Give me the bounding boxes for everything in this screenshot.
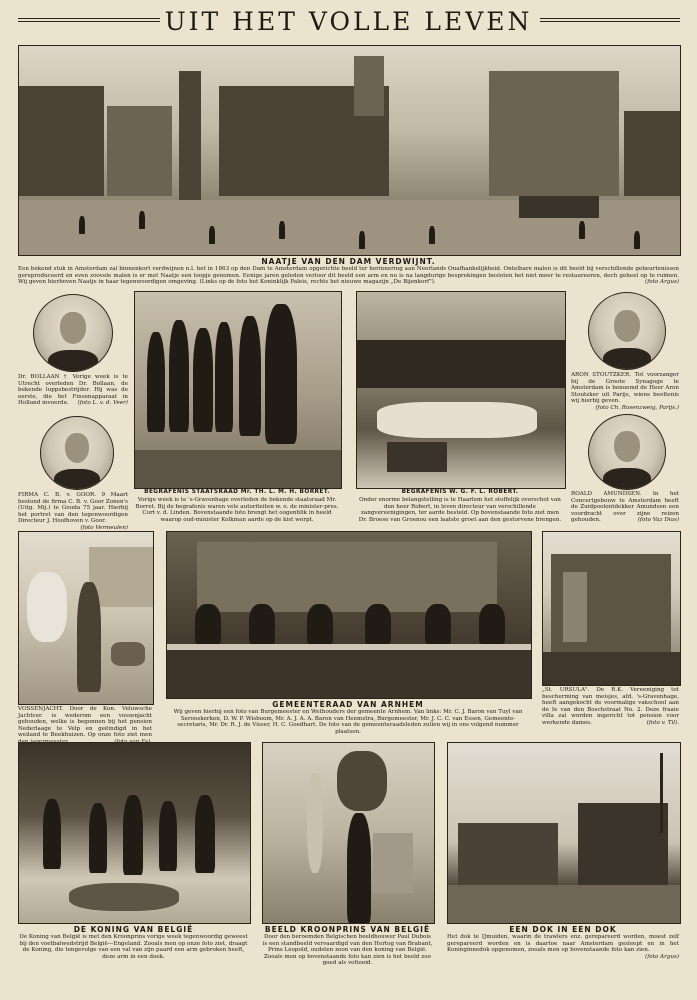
amundsen-caption bbox=[571, 491, 679, 524]
dok-caption bbox=[447, 934, 679, 960]
bollaan-caption bbox=[18, 374, 128, 407]
ursula-photo bbox=[542, 531, 681, 686]
dam-photo bbox=[18, 45, 681, 256]
gemeenteraad-caption: Wij geven hierbij een foto van Burgemeester en Wethouders der gemeente Arnhem. Van links: Mr. C. J. Baron van Tuyl van Serooskerken, D. W. P. Wisboom, Mr. A. J. A. A. Baron van Heemstra, Burgemeester, Mr. J. C. C. van Essen, Gemeente-secretaris, Mr. Dr. R. J. de Visser, H. C. Goedhart. De foto van de gemeenteraadsleden zullen wij in ons volgend nummer plaatsen. bbox=[173, 709, 523, 735]
goor-caption bbox=[18, 492, 128, 532]
stoutzker-caption bbox=[571, 372, 679, 412]
koning-headline: DE KONING VAN BELGIË bbox=[73, 925, 194, 934]
robert-headline: BEGRAFENIS W. G. F. L. ROBERT. bbox=[401, 489, 519, 495]
dam-caption bbox=[18, 266, 679, 286]
bollaan-portrait bbox=[33, 294, 113, 372]
robert-photo bbox=[356, 291, 566, 489]
vossenjacht-caption bbox=[18, 706, 152, 746]
goor-portrait bbox=[40, 416, 114, 490]
borret-photo bbox=[134, 291, 342, 489]
gemeenteraad-headline: GEMEENTERAAD VAN ARNHEM bbox=[272, 700, 424, 709]
kroonprins-caption: Door den beroemden Belgischen beeldhouwer Paul Dubois is een standbeeld vervaardigd van den Hertog van Brabant, Prins Leopold, oudsten zoon van den koning van België. Zooals men op bovenstaande foto kan zien is het beeld zoo goed als voltooid. bbox=[262, 934, 433, 967]
dok-caption-text: Het dok te IJmuiden, waarin de trawlers enz. gerepareerd worden, moest zelf gerepareerd worden en is daartoe naar Amsterdam gesleept en in het Koninginnedok opgenomen, zooals men op bovenstaande foto kan zien. bbox=[447, 934, 679, 954]
goor-credit: (foto Vermeulen) bbox=[80, 524, 128, 531]
koning-photo bbox=[18, 742, 251, 924]
dam-headline: NAATJE VAN DEN DAM VERDWIJNT. bbox=[261, 257, 436, 266]
gemeenteraad-photo bbox=[166, 531, 532, 699]
kroonprins-headline: BEELD KROONPRINS VAN BELGIË bbox=[264, 925, 431, 934]
amundsen-portrait bbox=[588, 414, 666, 490]
kroonprins-photo bbox=[262, 742, 435, 924]
dok-photo bbox=[447, 742, 681, 924]
dok-credit: (foto Argus) bbox=[645, 953, 679, 960]
amundsen-credit: (foto Vaz Dias) bbox=[637, 517, 679, 524]
koning-caption: De Koning van België is met den Kroonprins vorige week tegenwoordig geweest bij den voetbalwedstrijd België—Engeland. Zooals men op onze foto ziet, draagt de Koning, die tengevolge van een val van zijn paard een arm gebroken heeft, deze arm in een doek. bbox=[19, 934, 248, 960]
dam-credit: (foto Argus) bbox=[645, 279, 679, 286]
masthead-title: UIT HET VOLLE LEVEN bbox=[164, 7, 533, 36]
stoutzker-credit: (foto Ch. Rosenzweig, Parijs.) bbox=[595, 404, 679, 411]
borret-caption: Vorige week is te 's-Gravenhage overleden de bekende staatsraad Mr. Borret. Bij de begrafenis waren vele autoriteiten w. o. de minister-pres. Cort v. d. Linden. Bovenstaande foto brengt het oogenblik in beeld waarop oud-minister Kolkman aarde op de kist werpt. bbox=[135, 497, 339, 523]
amundsen-caption-text: ROALD AMUNDSEN. In het Concertgebouw te Amsterdam heeft de Zuidpoolontdekker Amundsen een voordracht over zijne reizen gehouden. bbox=[571, 491, 679, 524]
ursula-caption bbox=[542, 687, 679, 727]
vossenjacht-photo bbox=[18, 531, 154, 705]
ursula-credit: (foto v. Til). bbox=[646, 719, 679, 726]
stoutzker-caption-text: ARON STOUTZKER. Tot voorzanger bij de Groote Synagoge te Amsterdam is benoemd de Heer Aron Stoutzker uit Parijs, wiens beeltenis wij hierbij geven. bbox=[571, 372, 679, 405]
borret-headline: BEGRAFENIS STAATSRAAD Mr. TH. L. M. H. BORRET. bbox=[144, 489, 330, 495]
ursula-caption-text: „St. URSULA". De R.K. Vereeniging tot bescherming van meisjes, afd. 's-Gravenhage, heeft aangekocht de voormalige vakschool aan de Ie van den Boschstraat No. 2. Deze fraaie villa zal worden ingericht tot pension voor werkende dames. bbox=[542, 687, 679, 726]
dam-caption-text: Een bekend stuk in Amsterdam zal binnenkort verdwijnen n.l. het in 1863 op den Dam te Amsterdam opgerichte beeld ter herinnering aan Neerlands Onafhankelijkheid. Ontelbare malen is dit beeld bij verschillende gebeurtenissen gereproduceerd en even zoovele malen is er met Naatje een loopje genomen. Eenige jaren geleden verloor dit beeld een arm en nu is na langdurige besprekingen besloten het niet meer te restaureeren, doch geheel op te ruimen. Wij geven hierboven Naatje in haar tegenwoordigen omgeving. (Links op de foto het Koninklijk Paleis, rechts het nieuwe magazijn „De Bijenkorf"). bbox=[18, 266, 679, 286]
vossenjacht-caption-text: VOSSENJACHT. Door de Kon. Veluwsche Jachtver. is wederom een vossenjacht gehouden, welke is begonnen bij het pension Nederlaage te Velp en geëindigd in het weiland te Beekhuizen. Op onze foto ziet men bbox=[18, 706, 152, 739]
dok-headline: EEN DOK IN EEN DOK bbox=[509, 925, 617, 934]
goor-caption-text: FIRMA C. B. v. GOOR. 9 Maart bestond de firma C. B. v. Goor Zonen's (Uitg. Mij.) te Gouda 75 jaar. Hierbij het portret van den tegenwoordigen Directeur J. Hoofhoven v. Goor. bbox=[18, 492, 128, 525]
bollaan-caption-text: Dr. BOLLAAN † Vorige week is te Utrecht overleden Dr. Bollaan, de bekende luppsbestrijder. Hij was de eerste, die het Finsenapparaat in Holland invoerde. bbox=[18, 374, 128, 407]
robert-caption: Onder enorme belangstelling is te Haarlem het stoffelijk overschot van den heer Robert, in leven directeur van verschillende zangvereenigingen, ter aarde besteld. Op bovenstaande foto ziet men Dr. Broese van Groenou een laatste groet aan den gestorvene brengen. bbox=[358, 497, 562, 523]
bollaan-credit: (foto L. v. d. Veer) bbox=[77, 400, 128, 407]
stoutzker-portrait bbox=[588, 292, 666, 370]
